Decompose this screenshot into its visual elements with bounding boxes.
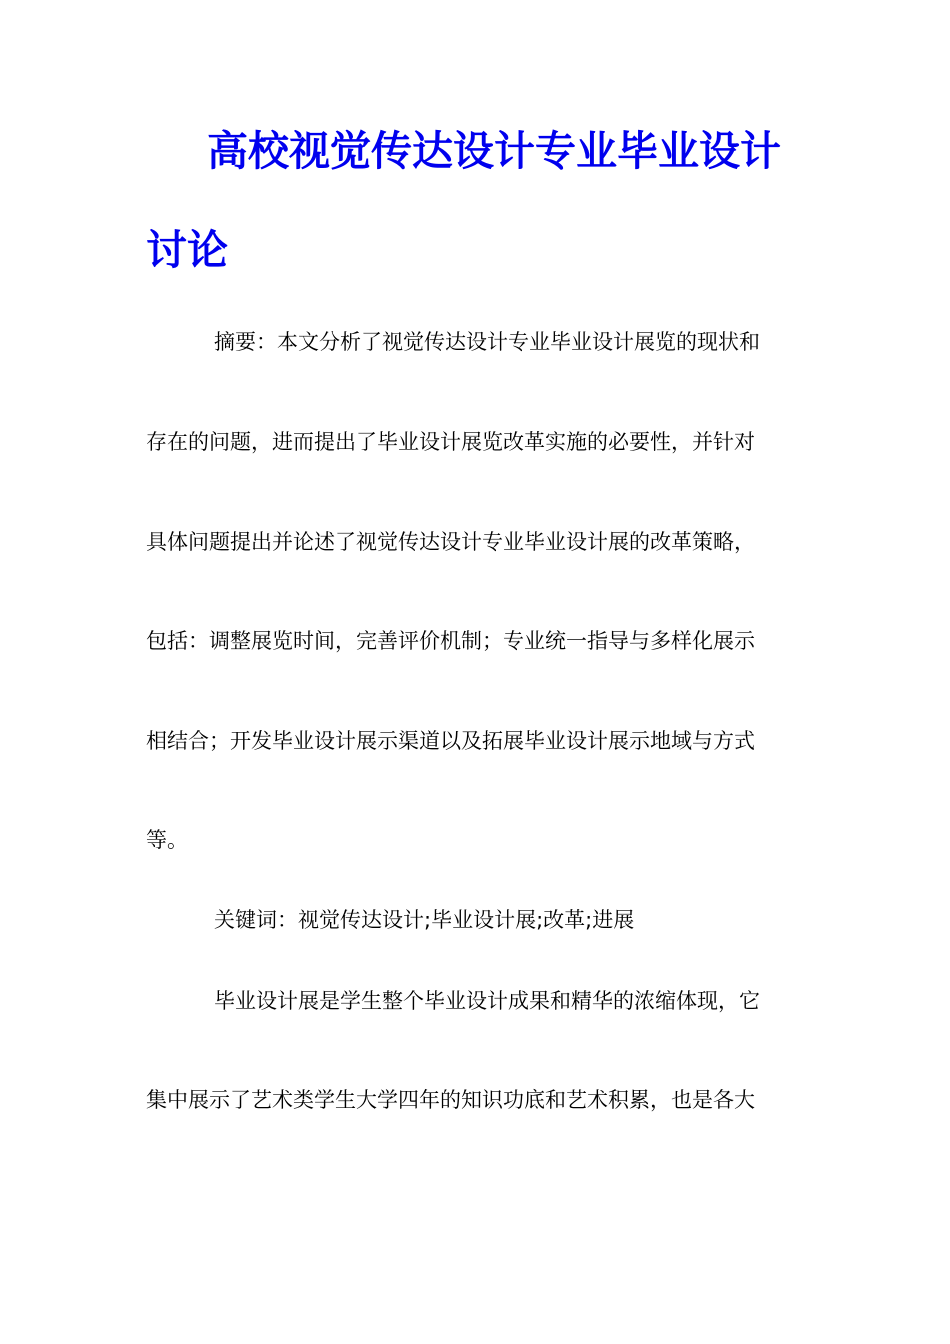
keywords-line: 关键词：视觉传达设计;毕业设计展;改革;进展 [214, 908, 635, 932]
body-line-2: 集中展示了艺术类学生大学四年的知识功底和艺术积累，也是各大 [146, 1088, 755, 1112]
abstract-line-6: 等。 [146, 828, 188, 852]
abstract-line-5: 相结合；开发毕业设计展示渠道以及拓展毕业设计展示地域与方式 [146, 729, 755, 753]
abstract-line-2: 存在的问题，进而提出了毕业设计展览改革实施的必要性，并针对 [146, 430, 755, 454]
abstract-line-4: 包括：调整展览时间，完善评价机制；专业统一指导与多样化展示 [146, 629, 755, 653]
abstract-line-1: 摘要：本文分析了视觉传达设计专业毕业设计展览的现状和 [214, 330, 760, 354]
body-line-1: 毕业设计展是学生整个毕业设计成果和精华的浓缩体现，它 [214, 989, 760, 1013]
document-title-line-2: 讨论 [146, 226, 228, 274]
abstract-line-3: 具体问题提出并论述了视觉传达设计专业毕业设计展的改革策略， [146, 530, 755, 554]
document-title-line-1: 高校视觉传达设计专业毕业设计 [207, 127, 781, 175]
